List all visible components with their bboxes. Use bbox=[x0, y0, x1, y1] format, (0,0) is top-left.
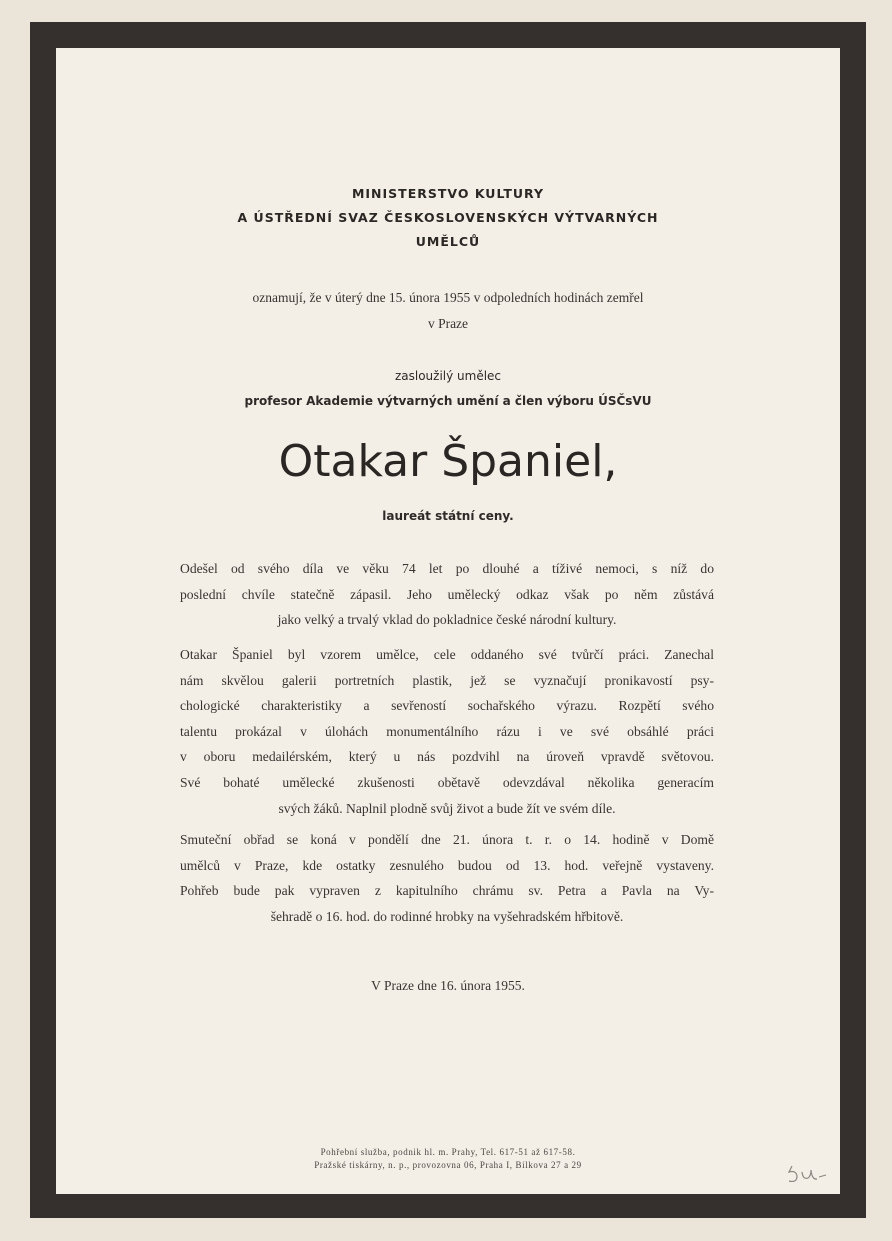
issuer-line-1: MINISTERSTVO KULTURY bbox=[351, 186, 545, 201]
paper bbox=[56, 48, 840, 1194]
award-line: laureát státní ceny. bbox=[382, 509, 514, 523]
paragraph-3-line: Pohřeb bude pak vypraven z kapitulního chrámu sv. Petra a Pavla na Vy- bbox=[180, 883, 714, 899]
paragraph-3-line: umělců v Praze, kde ostatky zesnulého budou od 13. hod. veřejně vystaveny. bbox=[180, 857, 714, 873]
paragraph-1 bbox=[180, 556, 714, 633]
paragraph-1-line: jako velký a trvalý vklad do pokladnice české národní kultury. bbox=[277, 612, 617, 628]
paragraph-2 bbox=[180, 642, 714, 821]
paragraph-2-line: v oboru medailérském, který u nás pozdvihl na úroveň vpravdě světovou. bbox=[180, 749, 714, 765]
obituary-notice bbox=[56, 48, 840, 1194]
paragraph-2-line: talentu prokázal v úlohách monumentálního rázu i ve své obsáhlé práci bbox=[180, 723, 714, 739]
paragraph-2-line: nám skvělou galerii portretních plastik, jež se vyznačují pronikavostí psy- bbox=[180, 672, 714, 688]
paragraph-3-line: Smuteční obřad se koná v pondělí dne 21. února t. r. o 14. hodině v Domě bbox=[180, 832, 714, 847]
issuer-line-3: UMĚLCŮ bbox=[415, 234, 481, 249]
footer-line-1: Pohřební služba, podnik hl. m. Prahy, Tel. 617-51 až 617-58. bbox=[320, 1147, 576, 1157]
title-honored-artist: zasloužilý umělec bbox=[394, 369, 502, 383]
paragraph-1-line: Odešel od svého díla ve věku 74 let po dlouhé a tíživé nemoci, s níž do bbox=[180, 561, 714, 576]
paragraph-1-line: poslední chvíle statečně zápasil. Jeho umělecký odkaz však po něm zůstává bbox=[180, 586, 714, 602]
printer-footer bbox=[56, 1146, 840, 1172]
place-and-date: V Praze dne 16. února 1955. bbox=[371, 978, 525, 993]
paragraph-2-line: svých žáků. Naplnil plodně svůj život a bude žít ve svém díle. bbox=[278, 800, 616, 816]
paragraph-2-line: Otakar Španiel byl vzorem umělce, cele oddaného své tvůrčí práci. Zanechal bbox=[180, 647, 714, 662]
issuer-line-2: A ÚSTŘEDNÍ SVAZ ČESKOSLOVENSKÝCH VÝTVARNÝCH bbox=[237, 210, 659, 225]
paragraph-2-line: Své bohaté umělecké zkušenosti obětavě odevzdával několika generacím bbox=[180, 774, 714, 790]
title-professor: profesor Akademie výtvarných umění a člen výboru ÚSČsVU bbox=[244, 394, 652, 408]
paragraph-3 bbox=[180, 827, 714, 929]
handwritten-mark bbox=[786, 1158, 846, 1188]
paragraph-3-line: šehradě o 16. hod. do rodinné hrobky na vyšehradském hřbitově. bbox=[270, 908, 624, 924]
announcement-line-2: v Praze bbox=[427, 316, 469, 331]
announcement-line-1: oznamují, že v úterý dne 15. února 1955 v odpoledních hodinách zemřel bbox=[252, 290, 644, 305]
paragraph-2-line: chologické charakteristiky a sevřeností sochařského výrazu. Rozpětí svého bbox=[180, 698, 714, 714]
deceased-name: Otakar Španiel, bbox=[278, 436, 618, 487]
footer-line-2: Pražské tiskárny, n. p., provozovna 06, Praha I, Bílkova 27 a 29 bbox=[314, 1160, 582, 1170]
